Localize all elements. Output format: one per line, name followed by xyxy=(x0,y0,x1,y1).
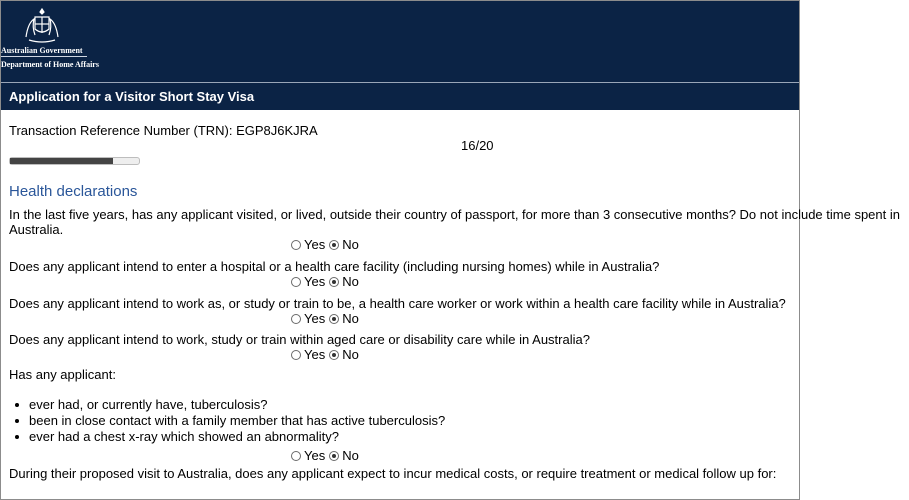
radio-group xyxy=(291,274,363,289)
radio-yes[interactable] xyxy=(291,350,301,360)
radio-no[interactable] xyxy=(329,350,339,360)
radio-yes-label: Yes xyxy=(304,237,326,252)
radio-yes-label: Yes xyxy=(304,274,326,289)
radio-option-yes[interactable] xyxy=(291,237,325,252)
radio-yes-label: Yes xyxy=(304,311,326,326)
section-heading: Health declarations xyxy=(9,183,138,200)
list-item: been in close contact with a family member that has active tuberculosis? xyxy=(9,413,445,429)
radio-group xyxy=(291,311,363,326)
radio-no[interactable] xyxy=(329,277,339,287)
progress-fill xyxy=(10,158,113,164)
radio-yes[interactable] xyxy=(291,314,301,324)
question-text: Does any applicant intend to enter a hospital or a health care facility (including nursing homes) while in Australia? xyxy=(9,259,660,274)
radio-option-no[interactable] xyxy=(329,237,359,252)
question-text: In the last five years, has any applicant visited, or lived, outside their country of passport, for more than 3 consecutive months? Do not include time spent in Australia. xyxy=(9,207,900,237)
radio-group xyxy=(291,448,363,463)
radio-no-label: No xyxy=(342,347,359,362)
list-item: ever had, or currently have, tuberculosis? xyxy=(9,397,445,413)
government-name: Australian Government xyxy=(1,46,83,55)
radio-yes[interactable] xyxy=(291,451,301,461)
department-name: Department of Home Affairs xyxy=(1,60,99,69)
radio-option-yes[interactable] xyxy=(291,448,325,463)
radio-no[interactable] xyxy=(329,314,339,324)
radio-yes[interactable] xyxy=(291,277,301,287)
radio-no-label: No xyxy=(342,448,359,463)
radio-option-yes[interactable] xyxy=(291,311,325,326)
question-text: During their proposed visit to Australia, does any applicant expect to incur medical costs, or require treatment or medical follow up for: xyxy=(9,466,777,481)
radio-option-no[interactable] xyxy=(329,448,359,463)
radio-option-no[interactable] xyxy=(329,274,359,289)
radio-group xyxy=(291,347,363,362)
radio-no-label: No xyxy=(342,311,359,326)
radio-option-yes[interactable] xyxy=(291,347,325,362)
tuberculosis-list xyxy=(9,397,445,445)
question-text: Does any applicant intend to work, study or train within aged care or disability care while in Australia? xyxy=(9,332,590,347)
radio-group xyxy=(291,237,363,252)
radio-yes[interactable] xyxy=(291,240,301,250)
radio-no-label: No xyxy=(342,274,359,289)
radio-yes-label: Yes xyxy=(304,448,326,463)
progress-bar xyxy=(9,157,140,165)
radio-no[interactable] xyxy=(329,240,339,250)
trn-text: Transaction Reference Number (TRN): EGP8J6KJRA xyxy=(9,123,318,138)
list-item: ever had a chest x-ray which showed an abnormality? xyxy=(9,429,445,445)
header-rule xyxy=(1,56,87,57)
page-indicator: 16/20 xyxy=(461,138,494,153)
radio-option-no[interactable] xyxy=(329,311,359,326)
government-header xyxy=(1,1,799,82)
question-text: Does any applicant intend to work as, or study or train to be, a health care worker or work within a health care facility while in Australia? xyxy=(9,296,786,311)
commonwealth-coat-of-arms-icon xyxy=(21,7,63,45)
page-title: Application for a Visitor Short Stay Visa xyxy=(9,89,255,104)
radio-no[interactable] xyxy=(329,451,339,461)
radio-no-label: No xyxy=(342,237,359,252)
page-title-bar xyxy=(1,83,799,110)
radio-option-yes[interactable] xyxy=(291,274,325,289)
question-text: Has any applicant: xyxy=(9,367,116,382)
radio-yes-label: Yes xyxy=(304,347,326,362)
radio-option-no[interactable] xyxy=(329,347,359,362)
